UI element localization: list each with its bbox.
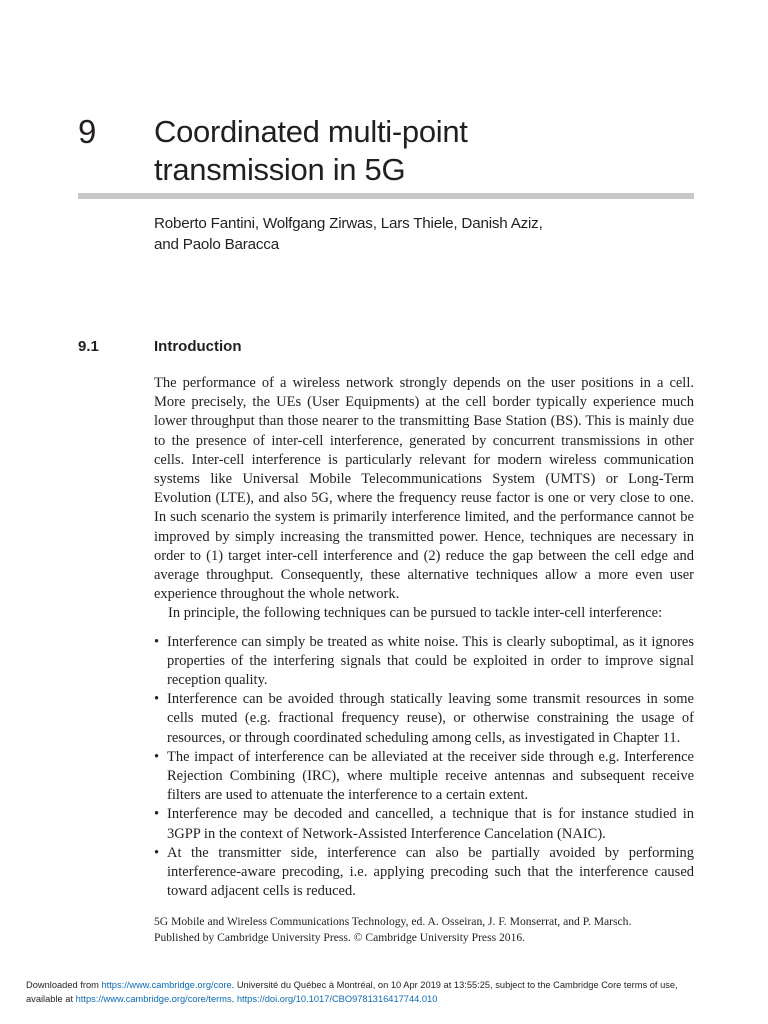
- download-notice: [26, 978, 756, 1006]
- list-item: [154, 805, 694, 843]
- chapter-title: [154, 113, 714, 189]
- list-item-text: The impact of interference can be alleviated at the receiver side through e.g. Interference Rejection Combining (IRC), where multiple receive antennas and subsequent receive filters are used to attenuate the interference to a certain extent.: [167, 748, 694, 804]
- bullet-icon: •: [154, 633, 160, 650]
- list-item-text: Interference may be decoded and cancelled, a technique that is for instance studied in 3GPP in the context of Network-Assisted Interference Cancelation (NAIC).: [167, 806, 694, 842]
- authors-line-1: Roberto Fantini, Wolfgang Zirwas, Lars Thiele, Danish Aziz,: [154, 215, 543, 232]
- doi-link[interactable]: https://doi.org/10.1017/CBO9781316417744.010: [236, 994, 438, 1004]
- authors-line-2: and Paolo Baracca: [154, 236, 279, 253]
- paragraph-2: In principle, the following techniques can be pursued to tackle inter-cell interference:: [168, 605, 663, 622]
- download-line-2: [26, 992, 756, 1006]
- bullet-icon: •: [154, 844, 160, 861]
- chapter-title-line-2: transmission in 5G: [154, 152, 406, 187]
- copyright-line-2: Published by Cambridge University Press. © Cambridge University Press 2016.: [154, 931, 526, 944]
- list-item: [154, 633, 694, 691]
- chapter-number: 9: [78, 113, 97, 150]
- download-prefix: Downloaded from: [26, 980, 102, 990]
- list-item-text: At the transmitter side, interference can also be partially avoided by performing interference-aware precoding, i.e. applying precoding such that the interference caused toward adjacent cells is reduced.: [167, 844, 694, 900]
- terms-link[interactable]: https://www.cambridge.org/core/terms: [75, 994, 232, 1004]
- author-list: [154, 213, 694, 255]
- copyright-notice: [154, 914, 694, 946]
- chapter-divider: [78, 193, 694, 199]
- download-middle: . Université du Québec à Montréal, on 10 Apr 2019 at 13:55:25, subject to the Cambridge Core terms of use,: [231, 980, 678, 990]
- list-item: [154, 690, 694, 748]
- list-item: [154, 748, 694, 806]
- copyright-line-1: 5G Mobile and Wireless Communications Technology, ed. A. Osseiran, J. F. Monserrat, and P. Marsch.: [154, 915, 632, 928]
- bullet-icon: •: [154, 748, 160, 765]
- link-separator: .: [231, 994, 237, 1004]
- technique-list: [154, 633, 694, 902]
- body-text: [154, 374, 694, 901]
- download-line-1: [26, 978, 756, 992]
- section-title: Introduction: [154, 338, 242, 355]
- paragraph-1: The performance of a wireless network strongly depends on the user positions in a cell. More precisely, the UEs (User Equipments) at the cell border typically experience much lower throughput than those nearer to the transmitting Base Station (BS). This is mainly due to the presence of inter-cell interference, generated by concurrent transmissions in other cells. Inter-cell interference is particularly relevant for modern wireless communication systems like Universal Mobile Telecommunications System (UMTS) or Long-Term Evolution (LTE), and also 5G, where the frequency reuse factor is one or very close to one. In such scenario the system is primarily interference limited, and the performance cannot be improved by simply increasing the transmitted power. Hence, techniques are necessary in order to (1) target inter-cell interference and (2) reduce the gap between the cell edge and average throughput. Consequently, these alternative techniques allow a more even user experience throughout the whole network.: [154, 375, 694, 603]
- chapter-title-line-1: Coordinated multi-point: [154, 114, 468, 149]
- list-item: [154, 844, 694, 902]
- list-item-text: Interference can simply be treated as white noise. This is clearly suboptimal, as it ignores properties of the interfering signals that could be exploited in order to improve signal reception quality.: [167, 633, 694, 689]
- bullet-icon: •: [154, 806, 160, 823]
- availability-prefix: available at: [26, 994, 76, 1004]
- section-number: 9.1: [78, 338, 99, 355]
- bullet-icon: •: [154, 691, 160, 708]
- cambridge-core-link[interactable]: https://www.cambridge.org/core: [101, 980, 232, 990]
- list-item-text: Interference can be avoided through statically leaving some transmit resources in some cells muted (e.g. fractional frequency reuse), or otherwise constraining the usage of resources, or through coordinated scheduling among cells, as investigated in Chapter 11.: [167, 691, 694, 746]
